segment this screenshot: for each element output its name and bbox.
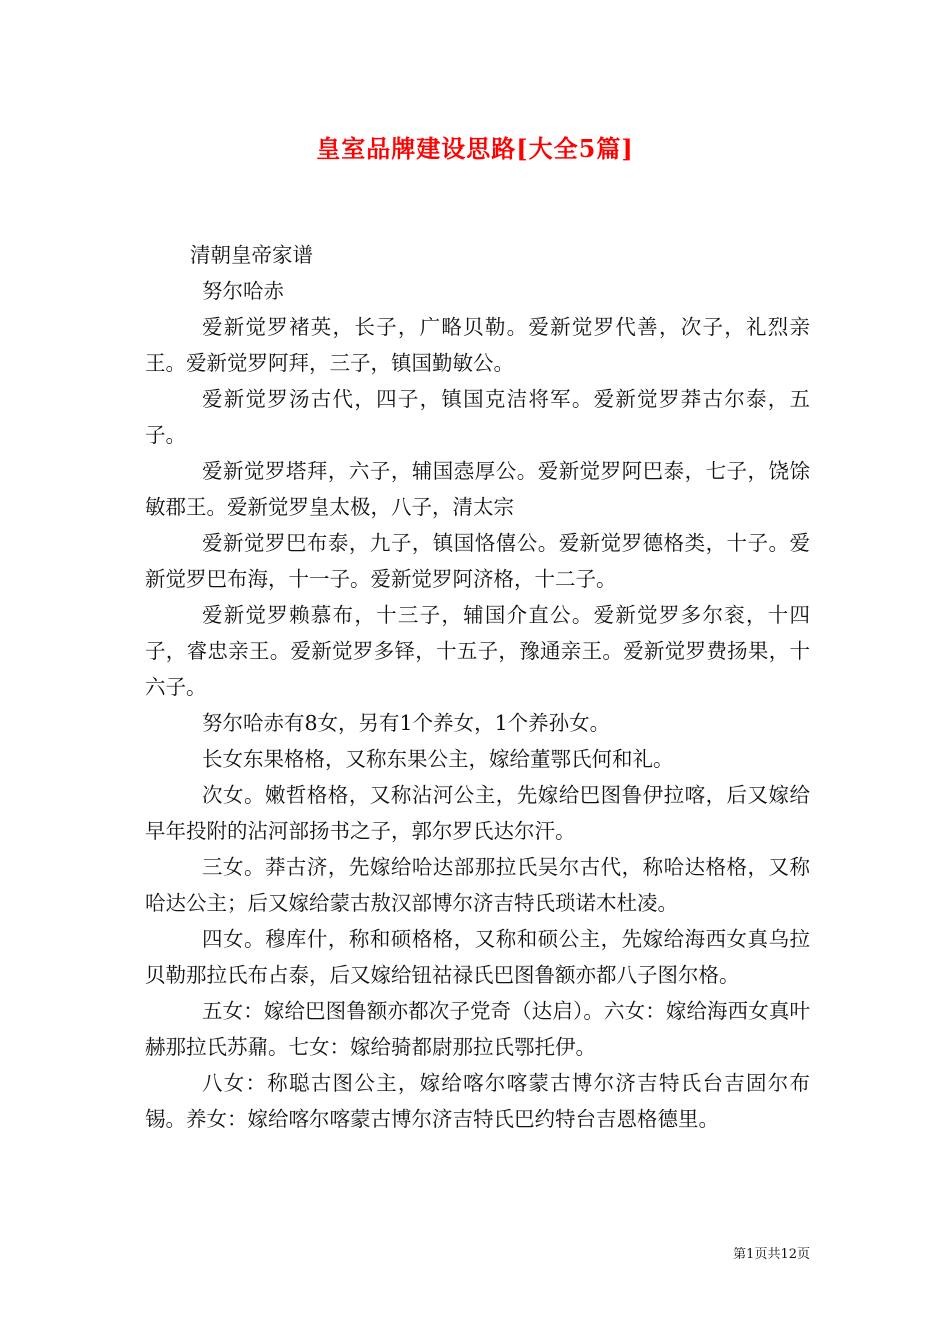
page-number: 第1页共12页: [733, 1247, 810, 1262]
paragraph: 努尔哈赤有8女，另有1个养女，1个养孙女。: [202, 711, 611, 735]
paragraph: 努尔哈赤: [202, 279, 284, 303]
paragraph: 爱新觉罗汤古代，四子，镇国克洁将军。爱新觉罗莽古尔泰，五子。: [145, 387, 810, 447]
paragraph: 五女：嫁给巴图鲁额亦都次子党奇（达启）。六女：嫁给海西女真叶赫那拉氏苏鼐。七女：嫁给骑都尉那拉氏鄂托伊。: [145, 999, 810, 1059]
paragraph: 清朝皇帝家谱: [190, 243, 313, 267]
paragraph: 爱新觉罗褚英，长子，广略贝勒。爱新觉罗代善，次子，礼烈亲王。爱新觉罗阿拜，三子，镇国勤敏公。: [145, 315, 810, 375]
document-title: 皇室品牌建设思路[大全5篇]: [316, 134, 634, 163]
document-body: [145, 237, 810, 1137]
paragraph: 八女：称聪古图公主，嫁给喀尔喀蒙古博尔济吉特氏台吉固尔布锡。养女：嫁给喀尔喀蒙古博尔济吉特氏巴约特台吉恩格德里。: [145, 1071, 810, 1131]
paragraph: 长女东果格格，又称东果公主，嫁给董鄂氏何和礼。: [202, 747, 674, 771]
paragraph: 四女。穆库什，称和硕格格，又称和硕公主，先嫁给海西女真乌拉贝勒那拉氏布占泰，后又嫁给钮祜禄氏巴图鲁额亦都八子图尔格。: [145, 927, 810, 987]
paragraph: 爱新觉罗塔拜，六子，辅国悫厚公。爱新觉罗阿巴泰，七子，饶馀敏郡王。爱新觉罗皇太极，八子，清太宗: [145, 459, 810, 519]
paragraph: 爱新觉罗巴布泰，九子，镇国恪僖公。爱新觉罗德格类，十子。爱新觉罗巴布海，十一子。爱新觉罗阿济格，十二子。: [145, 531, 810, 591]
paragraph: 三女。莽古济，先嫁给哈达部那拉氏吴尔古代，称哈达格格，又称哈达公主；后又嫁给蒙古敖汉部博尔济吉特氏琐诺木杜凌。: [145, 855, 810, 915]
paragraph: 爱新觉罗赖慕布，十三子，辅国介直公。爱新觉罗多尔衮，十四子，睿忠亲王。爱新觉罗多铎，十五子，豫通亲王。爱新觉罗费扬果，十六子。: [145, 603, 810, 699]
paragraph: 次女。嫩哲格格，又称沾河公主，先嫁给巴图鲁伊拉喀，后又嫁给早年投附的沾河部扬书之子，郭尔罗氏达尔汗。: [145, 783, 810, 843]
